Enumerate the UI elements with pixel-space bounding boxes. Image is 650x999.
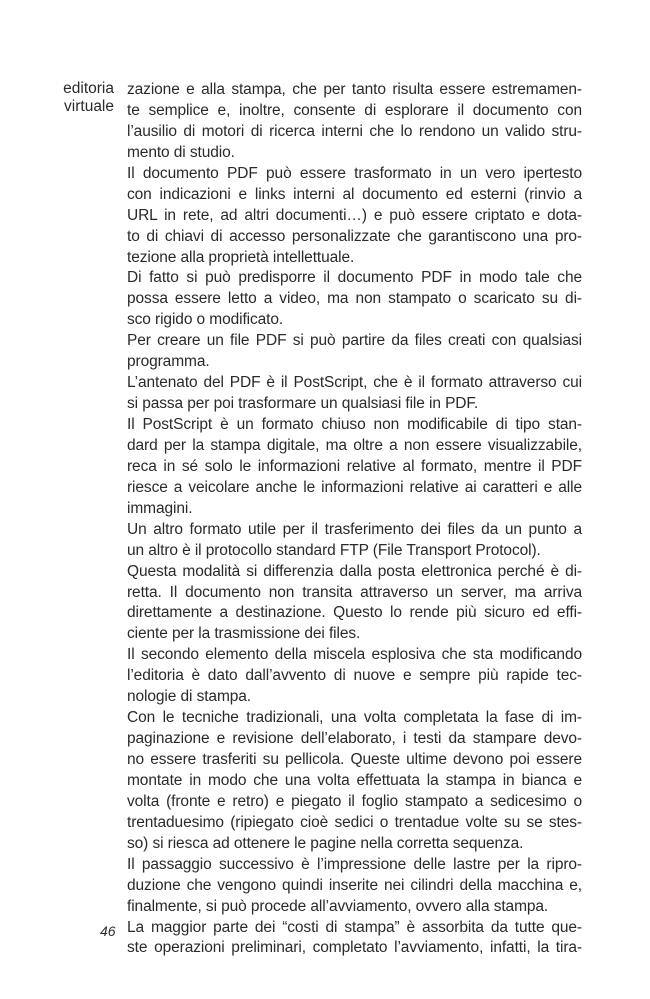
text-line: possa essere letto a video, ma non stampato o scaricato su di- [127, 290, 582, 308]
text-line: montate in modo che una volta effettuata la stampa in bianca e [127, 771, 582, 789]
text-line: immagini. [127, 499, 193, 517]
text-line: Per creare un file PDF si può partire da files creati con qualsiasi [127, 332, 582, 350]
text-line: volta (fronte e retro) e piegato il foglio stampato a sedicesimo o [127, 792, 582, 810]
text-line: tezione alla proprietà intellettuale. [127, 248, 355, 266]
text-line: sco rigido o modificato. [127, 311, 284, 329]
text-line: nologie di stampa. [127, 688, 252, 706]
text-line: zazione e alla stampa, che per tanto risulta essere estremamen- [127, 81, 582, 98]
text-line: l’editoria è dato dall’avvento di nuove e sempre più rapide tec- [127, 667, 582, 685]
text-line: riesce a veicolare anche le informazioni relative ai caratteri e alle [127, 478, 582, 496]
margin-note-line: editoria [63, 80, 114, 97]
text-line: mento di studio. [127, 143, 235, 161]
text-line: retta. Il documento non transita attraverso un server, ma arriva [127, 583, 582, 601]
text-line: si passa per poi trasformare un qualsiasi file in PDF. [127, 395, 479, 413]
text-line: programma. [127, 353, 210, 371]
text-line: con indicazioni e links interni al documento ed esterni (rinvio a [127, 185, 582, 203]
text-line: paginazione e revisione dell’elaborato, i testi da stampare devo- [127, 730, 582, 748]
text-line: no essere trasferiti su pellicola. Queste ultime devono poi essere [127, 751, 582, 768]
text-line: duzione che vengono quindi inserite nei cilindri della macchina e, [127, 876, 582, 894]
text-line: un altro è il protocollo standard FTP (File Transport Protocol). [127, 541, 541, 559]
text-line: Questa modalità si differenzia dalla posta elettronica perché è di- [127, 562, 582, 580]
page-number: 46 [100, 923, 116, 939]
text-line: La maggior parte dei “costi di stampa” è assorbita da tutte que- [127, 918, 582, 936]
text-line: l’ausilio di motori di ricerca interni che lo rendono un valido stru- [127, 122, 582, 140]
text-line: ste operazioni preliminari, completato l’avviamento, infatti, la tira- [127, 939, 582, 957]
text-line: Il secondo elemento della miscela esplosiva che sta modificando [127, 646, 582, 664]
text-line: Con le tecniche tradizionali, una volta completata la fase di im- [127, 709, 582, 727]
text-line: Il documento PDF può essere trasformato in un vero ipertesto [127, 164, 582, 182]
text-line: L’antenato del PDF è il PostScript, che è il formato attraverso cui [127, 374, 582, 392]
text-line: Di fatto si può predisporre il documento PDF in modo tale che [127, 269, 582, 287]
text-line: Un altro formato utile per il trasferimento dei files da un punto a [127, 520, 582, 538]
body-text [127, 80, 582, 959]
text-line: Il PostScript è un formato chiuso non modificabile di tipo stan- [127, 416, 582, 433]
text-line: finalmente, si può procede all’avviamento, ovvero alla stampa. [127, 897, 549, 915]
text-line: direttamente a destinazione. Questo lo rende più sicuro ed effi- [127, 604, 582, 622]
text-line: ciente per la trasmissione dei files. [127, 625, 361, 643]
text-line: reca in sé solo le informazioni relative al formato, mentre il PDF [127, 457, 582, 475]
text-line: dard per la stampa digitale, ma oltre a non essere visualizzabile, [127, 436, 582, 454]
margin-note-line: virtuale [64, 98, 114, 115]
text-line: Il passaggio successivo è l’impressione delle lastre per la ripro- [127, 855, 582, 873]
text-line: trentaduesimo (ripiegato cioè sedici o trentadue volte su se stes- [127, 813, 582, 831]
text-line: to di chiavi di accesso personalizzate che garantiscono una pro- [127, 227, 582, 245]
text-line: URL in rete, ad altri documenti…) e può essere criptato e dota- [127, 206, 582, 224]
margin-note [56, 80, 114, 116]
text-line: so) si riesca ad ottenere le pagine nella corretta sequenza. [127, 834, 524, 852]
text-line: te semplice e, inoltre, consente di esplorare il documento con [127, 101, 582, 119]
